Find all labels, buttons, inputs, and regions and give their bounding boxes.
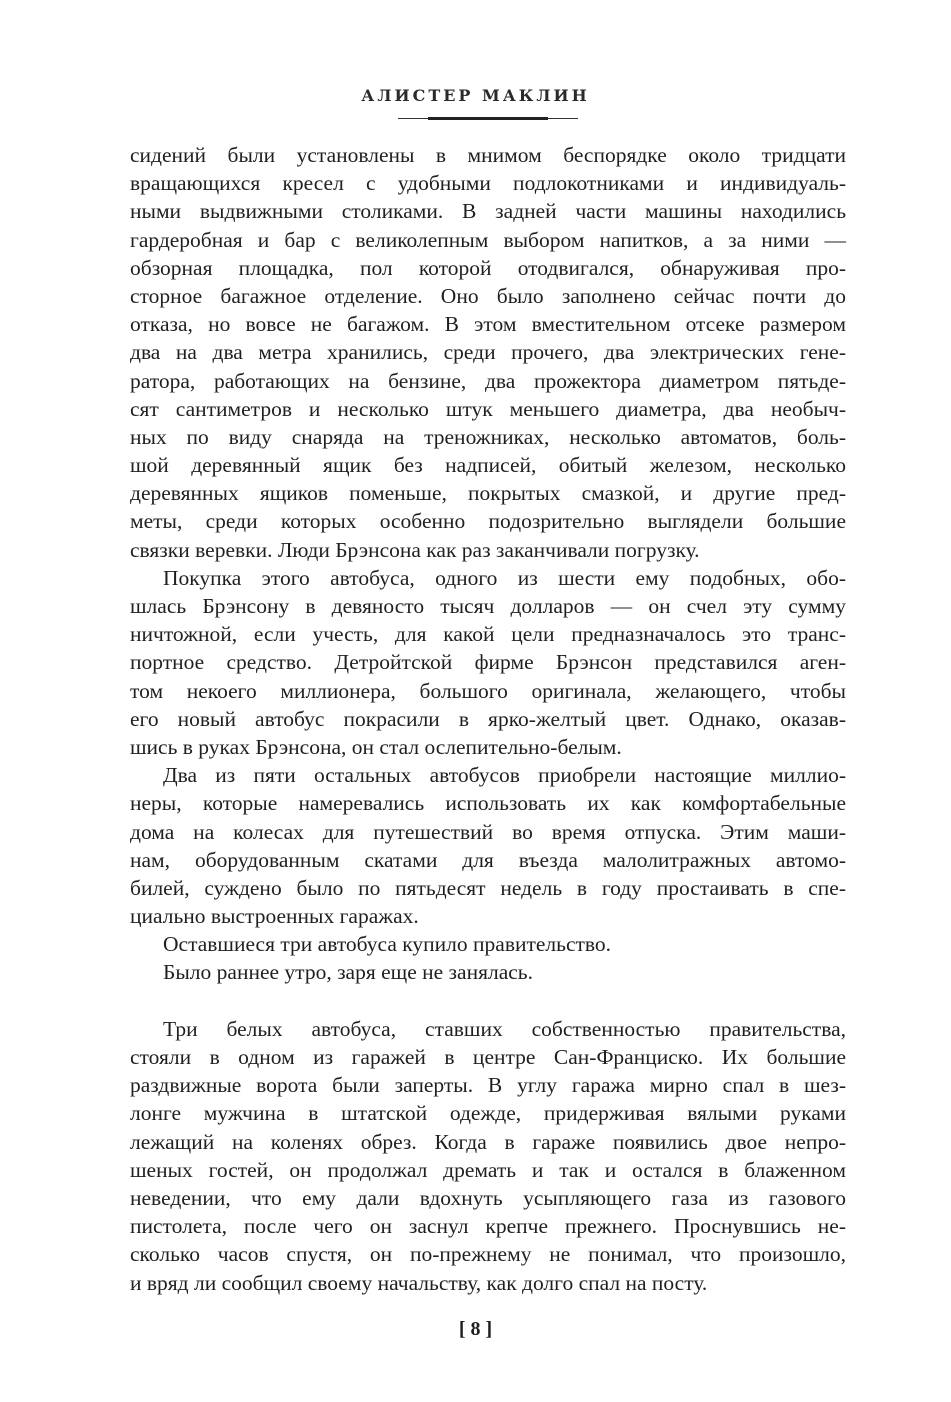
text-line: дома на колесах для путешествий во время отпуска. Этим маши- bbox=[130, 819, 846, 844]
text-line: раздвижные ворота были заперты. В углу гаража мирно спал в шез- bbox=[130, 1073, 846, 1098]
text-line: шись в руках Брэнсона, он стал ослепительно-белым. bbox=[130, 734, 622, 759]
text-line: ничтожной, если учесть, для какой цели предназначалось это транс- bbox=[130, 622, 846, 647]
text-line: Покупка этого автобуса, одного из шести ему подобных, обо- bbox=[163, 565, 846, 590]
text-line: лонге мужчина в штатской одежде, придерживая вялыми руками bbox=[130, 1101, 846, 1126]
paragraph bbox=[130, 1015, 846, 1297]
text-line: неведении, что ему дали вдохнуть усыпляющего газа из газового bbox=[130, 1185, 846, 1210]
section-break bbox=[130, 987, 846, 1015]
paragraph bbox=[130, 564, 846, 761]
text-line: Оставшиеся три автобуса купило правительство. bbox=[163, 932, 612, 957]
text-line: гардеробная и бар с великолепным выбором напитков, а за ними — bbox=[130, 227, 846, 252]
text-line: лежащий на коленях обрез. Когда в гараже появились двое непро- bbox=[130, 1129, 846, 1154]
text-line: сидений были установлены в мнимом беспорядке около тридцати bbox=[130, 143, 846, 167]
text-line: вращающихся кресел с удобными подлокотниками и индивидуаль- bbox=[130, 171, 846, 196]
text-line: нам, оборудованным скатами для въезда малолитражных автомо- bbox=[130, 847, 846, 872]
text-line: ных по виду снаряда на треножниках, несколько автоматов, боль- bbox=[130, 424, 846, 449]
page-number: [ 8 ] bbox=[458, 1318, 493, 1340]
text-line: его новый автобус покрасили в ярко-желтый цвет. Однако, оказав- bbox=[130, 706, 846, 731]
header-rule-accent bbox=[428, 117, 548, 120]
text-line: сторное багажное отделение. Оно было заполнено сейчас почти до bbox=[130, 283, 846, 308]
text-line: меты, среди которых особенно подозрительно выглядели большие bbox=[130, 509, 846, 534]
running-header-author: АЛИСТЕР МАКЛИН bbox=[361, 86, 590, 105]
text-line: неры, которые намеревались использовать их как комфортабельные bbox=[130, 791, 846, 816]
paragraph bbox=[130, 958, 846, 986]
text-line: сят сантиметров и несколько штук меньшего диаметра, два необыч- bbox=[130, 396, 846, 421]
text-line: связки веревки. Люди Брэнсона как раз заканчивали погрузку. bbox=[130, 537, 700, 562]
text-line: шеных гостей, он продолжал дремать и так и остался в блаженном bbox=[130, 1157, 846, 1182]
text-line: обзорная площадка, пол которой отодвигался, обнаруживая про- bbox=[130, 255, 846, 280]
text-line: Три белых автобуса, ставших собственностью правительства, bbox=[163, 1016, 846, 1041]
text-line: и вряд ли сообщил своему начальству, как долго спал на посту. bbox=[130, 1270, 708, 1295]
text-line: Два из пяти остальных автобусов приобрели настоящие миллио- bbox=[163, 763, 846, 788]
text-line: шой деревянный ящик без надписей, обитый железом, несколько bbox=[130, 453, 846, 478]
paragraph bbox=[130, 141, 846, 564]
text-line: ратора, работающих на бензине, два прожектора диаметром пятьде- bbox=[130, 368, 846, 393]
text-line: билей, суждено было по пятьдесят недель в году простаивать в спе- bbox=[130, 875, 846, 900]
text-line: том некоего миллионера, большого оригинала, желающего, чтобы bbox=[130, 678, 846, 703]
text-line: деревянных ящиков поменьше, покрытых смазкой, и другие пред- bbox=[130, 481, 846, 506]
text-line: циально выстроенных гаражах. bbox=[130, 904, 419, 929]
paragraph bbox=[130, 930, 846, 958]
text-line: ными выдвижными столиками. В задней части машины находились bbox=[130, 199, 846, 224]
text-line: портное средство. Детройтской фирме Брэнсон представился аген- bbox=[130, 650, 846, 675]
text-line: Было раннее утро, заря еще не занялась. bbox=[163, 960, 533, 985]
body-text bbox=[130, 141, 846, 1297]
text-line: сколько часов спустя, он по-прежнему не понимал, что произошло, bbox=[130, 1242, 846, 1267]
text-line: стояли в одном из гаражей в центре Сан-Франциско. Их большие bbox=[130, 1045, 846, 1069]
text-line: два на два метра хранились, среди прочего, два электрических гене- bbox=[130, 340, 846, 365]
paragraph bbox=[130, 761, 846, 930]
text-line: отказа, но вовсе не багажом. В этом вместительном отсеке размером bbox=[130, 312, 846, 337]
text-line: пистолета, после чего он заснул крепче прежнего. Проснувшись не- bbox=[130, 1214, 846, 1239]
text-line: шлась Брэнсону в девяносто тысяч долларов — он счел эту сумму bbox=[130, 594, 846, 618]
